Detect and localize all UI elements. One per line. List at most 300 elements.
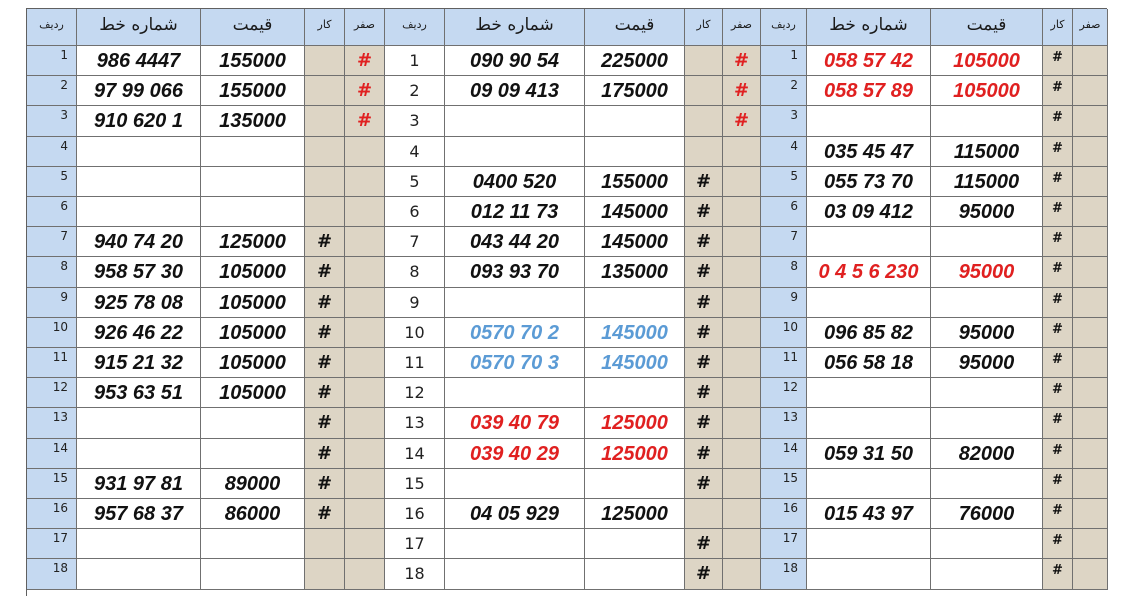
table-row: [385, 137, 761, 167]
phone-number: 039 40 29: [445, 439, 585, 469]
table-row: [761, 167, 1108, 197]
price: 95000: [931, 348, 1043, 378]
phone-number: 012 11 73: [445, 197, 585, 227]
price: 76000: [931, 499, 1043, 529]
price: [931, 106, 1043, 136]
kar-mark: #: [1043, 167, 1073, 197]
kar-mark: #: [305, 408, 345, 438]
sefr-mark: [1073, 46, 1108, 76]
table-row: [27, 167, 385, 197]
price: 86000: [201, 499, 305, 529]
phone-number: [445, 106, 585, 136]
sefr-mark: [723, 559, 761, 589]
phone-number: [77, 167, 201, 197]
sefr-mark: [1073, 378, 1108, 408]
price: [201, 197, 305, 227]
kar-mark: #: [1043, 76, 1073, 106]
row-number: 13: [27, 408, 77, 438]
row-number: 2: [761, 76, 807, 106]
sefr-mark: [1073, 257, 1108, 287]
phone-number: 940 74 20: [77, 227, 201, 257]
price: 95000: [931, 197, 1043, 227]
sefr-mark: #: [723, 76, 761, 106]
phone-number: 910 620 1: [77, 106, 201, 136]
kar-mark: #: [1043, 529, 1073, 559]
sefr-mark: [723, 167, 761, 197]
row-number: 8: [761, 257, 807, 287]
kar-mark: #: [305, 439, 345, 469]
phone-number: 090 90 54: [445, 46, 585, 76]
table-row: [27, 76, 385, 106]
sefr-mark: [1073, 439, 1108, 469]
table-row: [27, 227, 385, 257]
sefr-mark: #: [345, 76, 385, 106]
kar-mark: #: [1043, 106, 1073, 136]
row-number: 11: [761, 348, 807, 378]
table-row: [385, 378, 761, 408]
price: [585, 288, 685, 318]
kar-mark: #: [685, 378, 723, 408]
sefr-mark: [1073, 318, 1108, 348]
sefr-mark: [723, 529, 761, 559]
kar-mark: [685, 106, 723, 136]
table-block-2: [385, 9, 761, 596]
phone-number: [807, 559, 931, 589]
table-row: [27, 378, 385, 408]
row-number: 12: [27, 378, 77, 408]
table-row: [385, 167, 761, 197]
kar-mark: #: [1043, 288, 1073, 318]
price: [201, 559, 305, 589]
table-row: [27, 529, 385, 559]
price: 135000: [585, 257, 685, 287]
phone-number: [445, 137, 585, 167]
phone-number: 958 57 30: [77, 257, 201, 287]
kar-mark: #: [1043, 318, 1073, 348]
sefr-mark: [345, 227, 385, 257]
header-shomare_khat: شماره خط: [77, 9, 201, 46]
row-number: 12: [385, 378, 445, 408]
table-row: [385, 46, 761, 76]
kar-mark: #: [685, 227, 723, 257]
row-number: 7: [27, 227, 77, 257]
price: 95000: [931, 257, 1043, 287]
sefr-mark: [1073, 559, 1108, 589]
row-number: 18: [385, 559, 445, 589]
row-number: 10: [385, 318, 445, 348]
table-row: [761, 469, 1108, 499]
price: 82000: [931, 439, 1043, 469]
phone-number: 915 21 32: [77, 348, 201, 378]
phone-number: 925 78 08: [77, 288, 201, 318]
table-row: [385, 197, 761, 227]
kar-mark: #: [685, 288, 723, 318]
row-number: 3: [385, 106, 445, 136]
row-number: 1: [761, 46, 807, 76]
price: [585, 559, 685, 589]
row-number: 13: [761, 408, 807, 438]
kar-mark: #: [305, 499, 345, 529]
header-kar: کار: [305, 9, 345, 46]
row-number: 11: [27, 348, 77, 378]
kar-mark: #: [1043, 559, 1073, 589]
header-row: [27, 9, 385, 46]
sefr-mark: [1073, 469, 1108, 499]
phone-price-table: [26, 8, 1107, 596]
row-number: 17: [761, 529, 807, 559]
table-row: [27, 408, 385, 438]
price: [201, 439, 305, 469]
sefr-mark: [1073, 348, 1108, 378]
sefr-mark: [345, 318, 385, 348]
sefr-mark: [345, 137, 385, 167]
phone-number: 04 05 929: [445, 499, 585, 529]
table-row: [27, 46, 385, 76]
price: 125000: [585, 408, 685, 438]
sefr-mark: [723, 257, 761, 287]
table-row: [761, 318, 1108, 348]
phone-number: 059 31 50: [807, 439, 931, 469]
table-row: [27, 469, 385, 499]
kar-mark: #: [305, 318, 345, 348]
phone-number: [445, 529, 585, 559]
sefr-mark: [345, 559, 385, 589]
table-row: [385, 318, 761, 348]
table-row: [27, 288, 385, 318]
kar-mark: [305, 197, 345, 227]
row-number: 8: [27, 257, 77, 287]
price: [585, 469, 685, 499]
price: [201, 137, 305, 167]
price: [585, 529, 685, 559]
table-row: [761, 227, 1108, 257]
row-number: 16: [27, 499, 77, 529]
price: 105000: [201, 288, 305, 318]
price: 225000: [585, 46, 685, 76]
row-number: 5: [27, 167, 77, 197]
phone-number: 09 09 413: [445, 76, 585, 106]
phone-number: [807, 529, 931, 559]
phone-number: 0400 520: [445, 167, 585, 197]
table-row: [761, 439, 1108, 469]
phone-number: [445, 288, 585, 318]
kar-mark: #: [1043, 439, 1073, 469]
price: 155000: [585, 167, 685, 197]
row-number: 7: [761, 227, 807, 257]
row-number: 17: [27, 529, 77, 559]
table-row: [385, 439, 761, 469]
header-row: [385, 9, 761, 46]
phone-number: 039 40 79: [445, 408, 585, 438]
row-number: 12: [761, 378, 807, 408]
phone-number: 055 73 70: [807, 167, 931, 197]
sefr-mark: [1073, 499, 1108, 529]
row-number: 2: [385, 76, 445, 106]
sefr-mark: [345, 167, 385, 197]
table-row: [385, 106, 761, 136]
table-row: [761, 197, 1108, 227]
sefr-mark: [1073, 288, 1108, 318]
phone-number: [77, 439, 201, 469]
header-shomare_khat: شماره خط: [807, 9, 931, 46]
price: 175000: [585, 76, 685, 106]
sefr-mark: [345, 439, 385, 469]
kar-mark: #: [305, 288, 345, 318]
phone-number: [445, 469, 585, 499]
price: [931, 529, 1043, 559]
price: [201, 529, 305, 559]
kar-mark: #: [1043, 499, 1073, 529]
price: 105000: [201, 348, 305, 378]
table-row: [385, 257, 761, 287]
phone-number: 035 45 47: [807, 137, 931, 167]
price: 89000: [201, 469, 305, 499]
kar-mark: #: [305, 348, 345, 378]
price: 145000: [585, 348, 685, 378]
header-sefr: صفر: [723, 9, 761, 46]
price: [585, 106, 685, 136]
kar-mark: #: [685, 197, 723, 227]
table-row: [761, 46, 1108, 76]
phone-number: 058 57 89: [807, 76, 931, 106]
kar-mark: #: [1043, 348, 1073, 378]
sefr-mark: [345, 197, 385, 227]
phone-number: [807, 227, 931, 257]
sefr-mark: [1073, 197, 1108, 227]
row-number: 2: [27, 76, 77, 106]
row-number: 5: [385, 167, 445, 197]
kar-mark: #: [685, 167, 723, 197]
phone-number: 986 4447: [77, 46, 201, 76]
kar-mark: [685, 499, 723, 529]
kar-mark: [305, 529, 345, 559]
sefr-mark: [723, 227, 761, 257]
price: [931, 227, 1043, 257]
kar-mark: #: [685, 529, 723, 559]
sefr-mark: #: [345, 46, 385, 76]
kar-mark: #: [305, 469, 345, 499]
table-row: [385, 499, 761, 529]
phone-number: [77, 408, 201, 438]
kar-mark: [685, 137, 723, 167]
phone-number: 056 58 18: [807, 348, 931, 378]
kar-mark: #: [305, 227, 345, 257]
price: [931, 408, 1043, 438]
price: [585, 378, 685, 408]
phone-number: 97 99 066: [77, 76, 201, 106]
row-number: 11: [385, 348, 445, 378]
sefr-mark: [1073, 106, 1108, 136]
sefr-mark: [345, 288, 385, 318]
kar-mark: #: [685, 257, 723, 287]
sefr-mark: [345, 408, 385, 438]
phone-number: [77, 529, 201, 559]
sefr-mark: [1073, 408, 1108, 438]
price: [931, 469, 1043, 499]
phone-number: 0570 70 3: [445, 348, 585, 378]
sefr-mark: [1073, 529, 1108, 559]
kar-mark: #: [685, 348, 723, 378]
phone-number: [445, 378, 585, 408]
header-gheymat: قیمت: [201, 9, 305, 46]
kar-mark: [305, 559, 345, 589]
phone-number: [77, 197, 201, 227]
sefr-mark: [1073, 167, 1108, 197]
table-row: [761, 76, 1108, 106]
table-row: [385, 529, 761, 559]
price: 105000: [201, 378, 305, 408]
table-row: [27, 257, 385, 287]
phone-number: 0 4 5 6 230: [807, 257, 931, 287]
row-number: 4: [385, 137, 445, 167]
kar-mark: [305, 137, 345, 167]
table-row: [761, 257, 1108, 287]
price: 105000: [931, 46, 1043, 76]
price: 145000: [585, 318, 685, 348]
sefr-mark: [723, 137, 761, 167]
table-row: [761, 348, 1108, 378]
kar-mark: #: [305, 378, 345, 408]
price: [201, 167, 305, 197]
kar-mark: #: [305, 257, 345, 287]
phone-number: 931 97 81: [77, 469, 201, 499]
kar-mark: #: [685, 408, 723, 438]
phone-number: 03 09 412: [807, 197, 931, 227]
phone-number: 953 63 51: [77, 378, 201, 408]
table-row: [385, 288, 761, 318]
phone-number: 957 68 37: [77, 499, 201, 529]
sefr-mark: [723, 408, 761, 438]
table-row: [27, 197, 385, 227]
kar-mark: #: [685, 469, 723, 499]
kar-mark: #: [1043, 378, 1073, 408]
sefr-mark: [723, 499, 761, 529]
table-row: [761, 378, 1108, 408]
row-number: 15: [385, 469, 445, 499]
row-number: 5: [761, 167, 807, 197]
header-kar: کار: [685, 9, 723, 46]
price: 155000: [201, 76, 305, 106]
sefr-mark: [345, 257, 385, 287]
sefr-mark: [723, 348, 761, 378]
row-number: 6: [385, 197, 445, 227]
price: 135000: [201, 106, 305, 136]
table-row: [385, 76, 761, 106]
row-number: 18: [761, 559, 807, 589]
row-number: 13: [385, 408, 445, 438]
header-gheymat: قیمت: [931, 9, 1043, 46]
kar-mark: #: [1043, 197, 1073, 227]
sefr-mark: [345, 529, 385, 559]
sefr-mark: [723, 439, 761, 469]
row-number: 4: [761, 137, 807, 167]
row-number: 15: [761, 469, 807, 499]
row-number: 18: [27, 559, 77, 589]
row-number: 9: [385, 288, 445, 318]
row-number: 10: [27, 318, 77, 348]
header-radif: ردیف: [761, 9, 807, 46]
kar-mark: #: [1043, 46, 1073, 76]
kar-mark: #: [1043, 137, 1073, 167]
kar-mark: [305, 106, 345, 136]
phone-number: 926 46 22: [77, 318, 201, 348]
phone-number: 058 57 42: [807, 46, 931, 76]
header-sefr: صفر: [345, 9, 385, 46]
kar-mark: #: [685, 318, 723, 348]
header-gheymat: قیمت: [585, 9, 685, 46]
phone-number: [807, 469, 931, 499]
table-row: [761, 288, 1108, 318]
row-number: 14: [27, 439, 77, 469]
sefr-mark: [723, 378, 761, 408]
price: 125000: [585, 439, 685, 469]
kar-mark: #: [1043, 469, 1073, 499]
price: 145000: [585, 227, 685, 257]
phone-number: [807, 288, 931, 318]
price: 115000: [931, 167, 1043, 197]
price: [585, 137, 685, 167]
phone-number: 043 44 20: [445, 227, 585, 257]
price: [201, 408, 305, 438]
kar-mark: #: [1043, 257, 1073, 287]
price: [931, 559, 1043, 589]
table-block-3: [761, 9, 1108, 596]
phone-number: [807, 106, 931, 136]
kar-mark: [305, 46, 345, 76]
price: 95000: [931, 318, 1043, 348]
phone-number: 096 85 82: [807, 318, 931, 348]
table-row: [761, 529, 1108, 559]
kar-mark: [305, 76, 345, 106]
phone-number: [807, 408, 931, 438]
phone-number: 093 93 70: [445, 257, 585, 287]
row-number: 1: [385, 46, 445, 76]
kar-mark: #: [685, 559, 723, 589]
row-number: 9: [761, 288, 807, 318]
table-row: [761, 106, 1108, 136]
table-row: [27, 348, 385, 378]
table-row: [761, 499, 1108, 529]
row-number: 7: [385, 227, 445, 257]
table-row: [761, 408, 1108, 438]
sefr-mark: [345, 378, 385, 408]
header-radif: ردیف: [27, 9, 77, 46]
phone-number: [77, 559, 201, 589]
price: 125000: [585, 499, 685, 529]
price: 105000: [931, 76, 1043, 106]
row-number: 6: [27, 197, 77, 227]
row-number: 14: [761, 439, 807, 469]
row-number: 6: [761, 197, 807, 227]
sefr-mark: [1073, 227, 1108, 257]
table-row: [385, 227, 761, 257]
price: 105000: [201, 318, 305, 348]
row-number: 16: [385, 499, 445, 529]
sefr-mark: [1073, 76, 1108, 106]
phone-number: [77, 137, 201, 167]
kar-mark: [685, 76, 723, 106]
header-shomare_khat: شماره خط: [445, 9, 585, 46]
kar-mark: #: [1043, 227, 1073, 257]
sefr-mark: [723, 469, 761, 499]
row-number: 1: [27, 46, 77, 76]
sefr-mark: [345, 499, 385, 529]
row-number: 10: [761, 318, 807, 348]
table-row: [761, 559, 1108, 589]
row-number: 14: [385, 439, 445, 469]
row-number: 4: [27, 137, 77, 167]
row-number: 16: [761, 499, 807, 529]
